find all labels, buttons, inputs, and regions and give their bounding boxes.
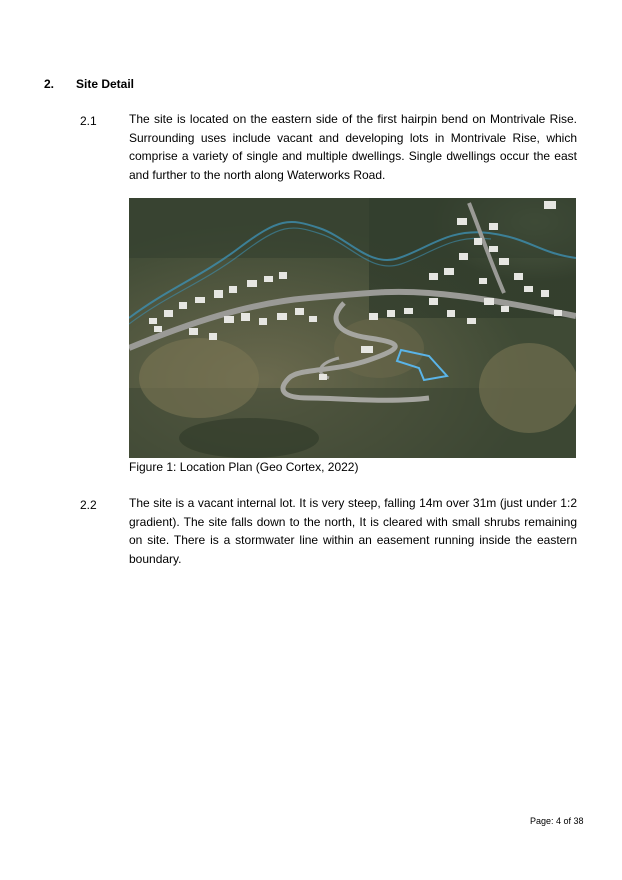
figure-caption: Figure 1: Location Plan (Geo Cortex, 2022) [129,460,359,474]
section-title: Site Detail [76,77,135,91]
section-number: 2. [44,77,55,91]
paragraph-number: 2.2 [80,498,97,512]
aerial-map-image [129,198,576,458]
paragraph-text: The site is a vacant internal lot. It is very steep, falling 14m over 31m (just under 1:2 gradient). The site falls down to the north, It is cleared with small shrubs remaining on site. There is a stormwater line within an easement running inside the eastern boundary. [129,496,577,566]
paragraph-number: 2.1 [80,114,97,128]
paragraph-text: The site is located on the eastern side of the first hairpin bend on Montrivale Rise. Surrounding uses include vacant and developing lots in Montrivale Rise, which comprise a variety of single and multiple dwellings. Single dwellings occur the east and further to the north along Waterworks Road. [129,112,577,182]
page-number: Page: 4 of 38 [530,816,584,826]
location-plan-figure [129,198,576,458]
